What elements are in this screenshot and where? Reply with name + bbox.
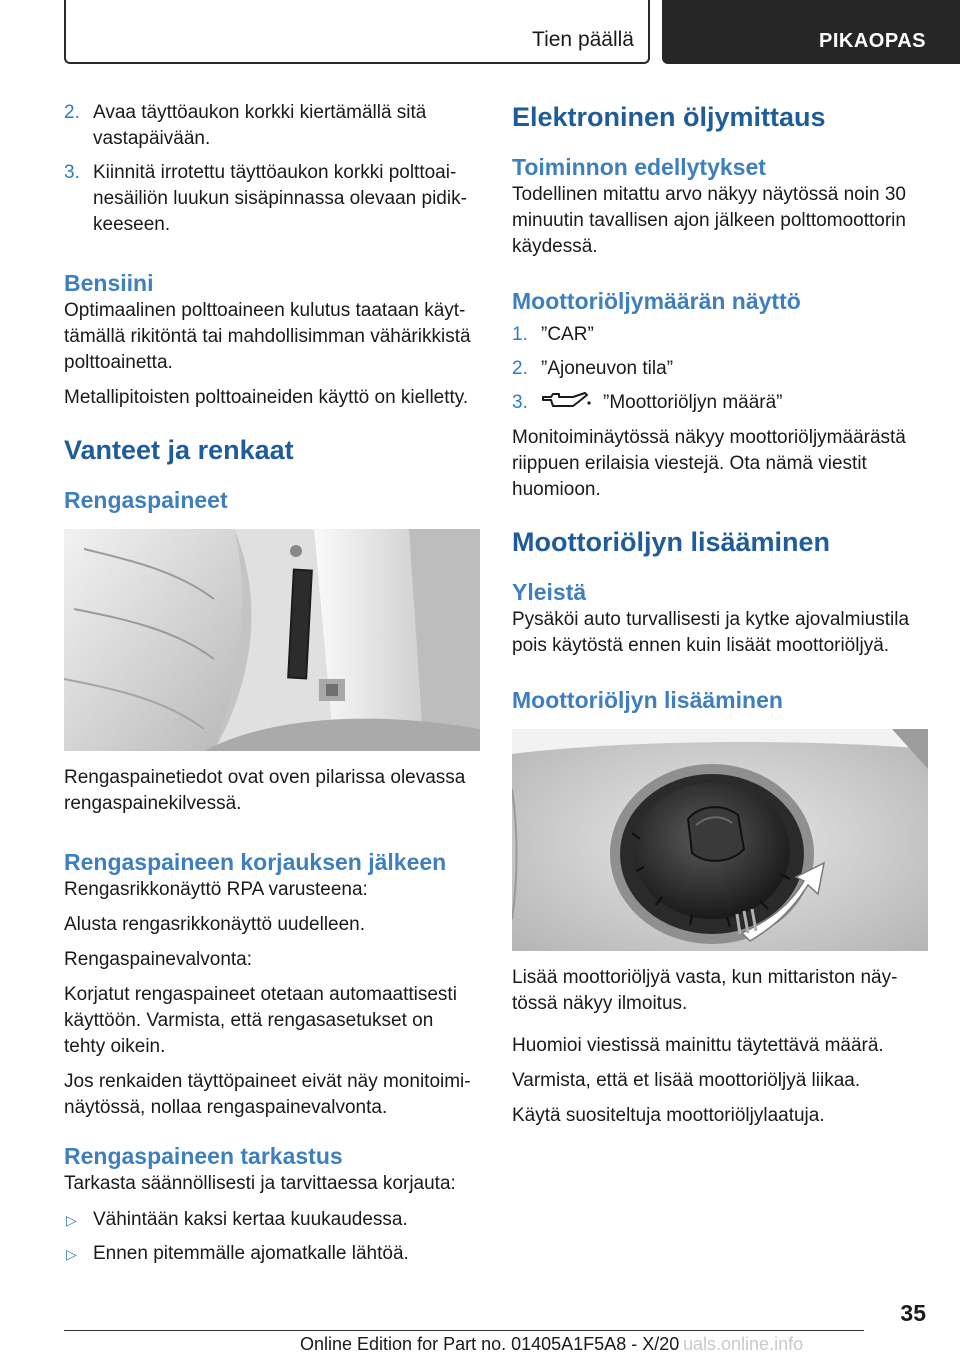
korjaus-paragraph-4: Korjatut rengaspaineet otetaan automaattisesti käyttöön. Varmista, että rengasasetukset on tehty oikein.: [64, 984, 457, 1057]
bensiini-paragraph-2: Metallipitoisten polttoaineiden käyttö on kielletty.: [64, 387, 469, 408]
vanteet-heading: Vanteet ja renkaat: [64, 435, 294, 465]
footer-watermark: uals.online.info: [683, 1334, 804, 1354]
oil-caption: Lisää moottoriöljyä vasta, kun mittariston näytössä näkyy ilmoitus.: [512, 967, 898, 1014]
oil-paragraph-1: Huomioi viestissä mainittu täytettävä määrä.: [512, 1035, 884, 1056]
korjaus-heading: Rengaspaineen korjauksen jälkeen: [64, 849, 447, 875]
korjaus-paragraph-2: Alusta rengasrikkonäyttö uudelleen.: [64, 914, 366, 935]
naytto-paragraph: Monitoiminäytössä näkyy moottoriöljymäärästä riippuen erilaisia viestejä. Ota nämä viestit huomioon.: [512, 427, 906, 500]
tarkastus-paragraph: Tarkasta säännöllisesti ja tarvittaessa korjauta:: [64, 1173, 456, 1194]
triangle-right-icon: ▷: [66, 1246, 77, 1262]
list-item: [64, 160, 476, 238]
step-text: ”Moottoriöljyn määrä”: [603, 392, 783, 413]
oil-paragraph-3: Käytä suositeltuja moottoriöljylaatuja.: [512, 1105, 825, 1126]
header-section-title: Tien päällä: [532, 28, 634, 51]
bullet-text: Vähintään kaksi kertaa kuukaudessa.: [93, 1209, 408, 1230]
list-item: [512, 390, 928, 416]
list-item: [64, 1241, 476, 1267]
list-item: [64, 1207, 476, 1233]
step-number: 2.: [64, 102, 80, 123]
header-section-tab: [64, 0, 650, 64]
fuel-cap-steps: [64, 100, 476, 238]
rengaspaineet-heading: Rengaspaineet: [64, 487, 228, 513]
triangle-right-icon: ▷: [66, 1212, 77, 1228]
tarkastus-heading: Rengaspaineen tarkastus: [64, 1143, 343, 1169]
oil-filler-cap-image: [512, 729, 928, 951]
step-text: Avaa täyttöaukon korkki kiertämällä sitä vastapäivään.: [93, 102, 427, 149]
elektroninen-heading: Elektroninen öljymittaus: [512, 102, 826, 132]
bullet-text: Ennen pitemmälle ajomatkalle lähtöä.: [93, 1243, 409, 1264]
step-text: ”CAR”: [541, 324, 594, 345]
tire-pressure-label-image: [64, 529, 480, 751]
step-number: 3.: [512, 392, 528, 413]
step-number: 3.: [64, 162, 80, 183]
list-item: [64, 100, 476, 152]
oil-level-steps: [512, 322, 928, 416]
header-badge: PIKAOPAS: [819, 30, 926, 52]
right-column: [512, 100, 928, 1129]
step-text: ”Ajoneuvon tila”: [541, 358, 674, 379]
tire-caption: Rengaspainetiedot ovat oven pilarissa olevassa rengaspainekilvessä.: [64, 767, 466, 814]
edellytykset-paragraph: Todellinen mitattu arvo näkyy näytössä noin 30 minuutin tavallisen ajon jälkeen polttomoottorin käydessä.: [512, 184, 906, 257]
page-header: [0, 0, 960, 66]
step-number: 2.: [512, 358, 528, 379]
left-column: [64, 100, 476, 1267]
korjaus-paragraph-3: Rengaspainevalvonta:: [64, 949, 253, 970]
korjaus-paragraph-5: Jos renkaiden täyttöpaineet eivät näy monitoiminäytössä, nollaa rengaspainevalvonta.: [64, 1071, 471, 1118]
yleista-heading: Yleistä: [512, 579, 587, 605]
lisaaminen-subheading: Moottoriöljyn lisääminen: [512, 687, 783, 713]
step-number: 1.: [512, 324, 528, 345]
oil-filler-illustration: [512, 729, 928, 951]
footer-edition: Online Edition for Part no. 01405A1F5A8 - X/20: [300, 1334, 680, 1354]
edellytykset-heading: Toiminnon edellytykset: [512, 154, 766, 180]
list-item: [512, 356, 928, 382]
oil-paragraph-2: Varmista, että et lisää moottoriöljyä liikaa.: [512, 1070, 861, 1091]
oil-can-icon: [541, 390, 593, 410]
step-text: Kiinnitä irrotettu täyttöaukon korkki polttoainesäiliön luukun sisäpinnassa olevaan pidikkeeseen.: [93, 162, 467, 235]
list-item: [512, 322, 928, 348]
lisaaminen-heading: Moottoriöljyn lisääminen: [512, 527, 831, 557]
bensiini-paragraph: Optimaalinen polttoaineen kulutus taataan käyttämällä rikitöntä tai mahdollisimman vähärikkistä polttoainetta.: [64, 300, 471, 373]
korjaus-paragraph-1: Rengasrikkonäyttö RPA varusteena:: [64, 879, 368, 900]
naytto-heading: Moottoriöljymäärän näyttö: [512, 288, 801, 314]
door-pillar-illustration: [64, 529, 480, 751]
yleista-paragraph: Pysäköi auto turvallisesti ja kytke ajovalmiustila pois käytöstä ennen kuin lisäät moottoriöljyä.: [512, 609, 910, 656]
page-number: 35: [900, 1300, 926, 1326]
tarkastus-list: [64, 1207, 476, 1267]
header-badge-box: [662, 0, 960, 64]
footer-divider: [64, 1330, 864, 1331]
bensiini-heading: Bensiini: [64, 270, 154, 296]
